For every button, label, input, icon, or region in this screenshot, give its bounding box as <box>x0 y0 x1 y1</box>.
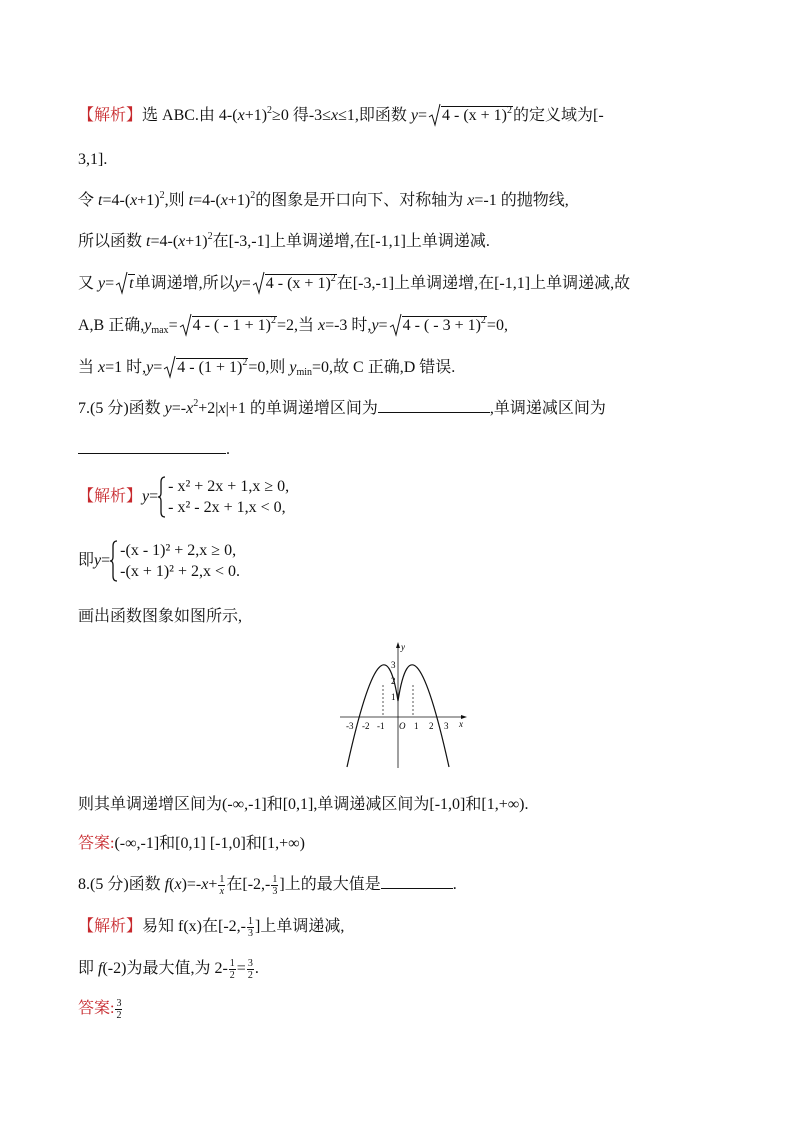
x-tick: 3 <box>444 721 449 731</box>
p6-line2: 3,1]. <box>78 151 108 168</box>
sqrt-expression: $4 - (1 + 1)^2$ <box>163 358 248 378</box>
answer-blank[interactable] <box>78 453 226 454</box>
sqrt-expression: 4 - ( - 1 + 1)$^2$ <box>179 316 277 336</box>
p6-line7: 当 x=1 时,y= $4 - (1 + 1)^2=0$,则 $y_{min}=0$,故 C 正确,D 错误. <box>78 357 456 378</box>
fraction: $\frac{1}{3}$ <box>272 874 278 897</box>
answer-label: 答案: <box>78 1000 115 1018</box>
answer-blank[interactable] <box>381 888 453 889</box>
fraction: $\frac{3}{2}$ <box>116 998 122 1021</box>
x-axis-label: x <box>459 719 463 729</box>
p6-line1: 【解析】选 ABC.由 $4-(x+1)^2\ge 0$ 得-3≤x≤1,即函数 y= $4 - (x + 1)^2$的定义域为[- <box>78 105 604 124</box>
x-tick: 1 <box>414 721 419 731</box>
left-brace-icon <box>158 476 166 518</box>
p7-draw-text: 画出函数图象如图所示, <box>78 608 243 625</box>
x-tick: -3 <box>346 721 354 731</box>
answer-label: 答案: <box>78 835 115 852</box>
analysis-label: 【解析】 <box>78 488 143 505</box>
answer-blank[interactable] <box>378 412 490 413</box>
sqrt-expression: 4 - ( - 3 + 1)$^2$ <box>389 316 487 336</box>
x-tick: -1 <box>377 721 385 731</box>
p8-answer <box>78 998 123 1021</box>
y-tick: 3 <box>391 660 396 670</box>
p8-solution2: 即 f(-2)为最大值,为 2- $\frac{1}{2}$ = $\frac{3}{2}$ . <box>78 958 259 981</box>
x-tick: -2 <box>362 721 370 731</box>
analysis-label: 【解析】 <box>78 918 143 936</box>
p6-line4: 所以函数 $t=4-(x+1)^2$在[-3,-1]上单调递增,在[-1,1]上单调递减. <box>78 231 490 250</box>
p6-line3: 令 $t=4-(x+1)^2$,则 $t=4-(x+1)^2$的图象是开口向下、对称轴为 x=-1 的抛物线, <box>78 190 569 209</box>
function-graph <box>340 640 470 770</box>
p7-answer: 答案:(-∞,-1]和[0,1] [-1,0]和[1,+∞) <box>78 835 305 852</box>
sqrt-expression: t <box>115 274 134 294</box>
p7-conclusion: 则其单调递增区间为(-∞,-1]和[0,1],单调递减区间为[-1,0]和[1,+∞). <box>78 796 529 813</box>
p6-line5: 又 y= t单调递增,所以y= $4 - (x + 1)^2$在[-3,-1]上单调递增,在[-1,1]上单调递减,故 <box>78 273 631 292</box>
q8-line: 8.(5 分)函数 f(x)=-x+ $\frac{1}{x}$ 在[-2,- $\frac{1}{3}$ ]上的最大值是 . <box>78 874 457 897</box>
fraction: $\frac{1}{2}$ <box>229 958 235 981</box>
y-tick: 2 <box>391 676 396 686</box>
q7-line2: . <box>78 440 230 460</box>
x-tick: 2 <box>429 721 434 731</box>
fraction: $\frac{1}{3}$ <box>248 916 253 939</box>
origin-label: O <box>399 721 406 731</box>
y-axis-label: y <box>401 642 405 652</box>
y-tick: 1 <box>391 692 396 702</box>
sqrt-expression: $4 - (x + 1)^2$ <box>252 274 337 294</box>
x-ticks <box>346 721 449 731</box>
fraction: $\frac{1}{x}$ <box>219 874 225 897</box>
p6-line6: A,B 正确$,y_{max}=$ 4 - ( - 1 + 1)$^2$=2,当 x=-3 时,y= 4 - ( - 3 + 1)$^2$=0, <box>78 315 508 336</box>
q7-line1: 7.(5 分)函数 $y=-x^2+2|x|+1$ 的单调递增区间为 ,单调递减区间为 <box>78 398 606 417</box>
left-brace-icon <box>110 540 118 582</box>
sqrt-expression: $4 - (x + 1)^2$ <box>428 106 513 126</box>
fraction: $\frac{3}{2}$ <box>247 958 253 981</box>
p7-solution-cases1: 【解析】 y = - x² + 2x + 1,x ≥ 0, - x² - 2x + 1,x < 0, <box>78 478 290 516</box>
analysis-label: 【解析】 <box>78 107 143 124</box>
p8-solution1: 【解析】易知 f(x)在[-2,- $\frac{1}{3}$ ]上单调递减, <box>78 916 345 939</box>
p7-solution-cases2: 即 y = -(x - 1)² + 2,x ≥ 0, -(x + 1)² + 2,x < 0. <box>78 542 241 580</box>
